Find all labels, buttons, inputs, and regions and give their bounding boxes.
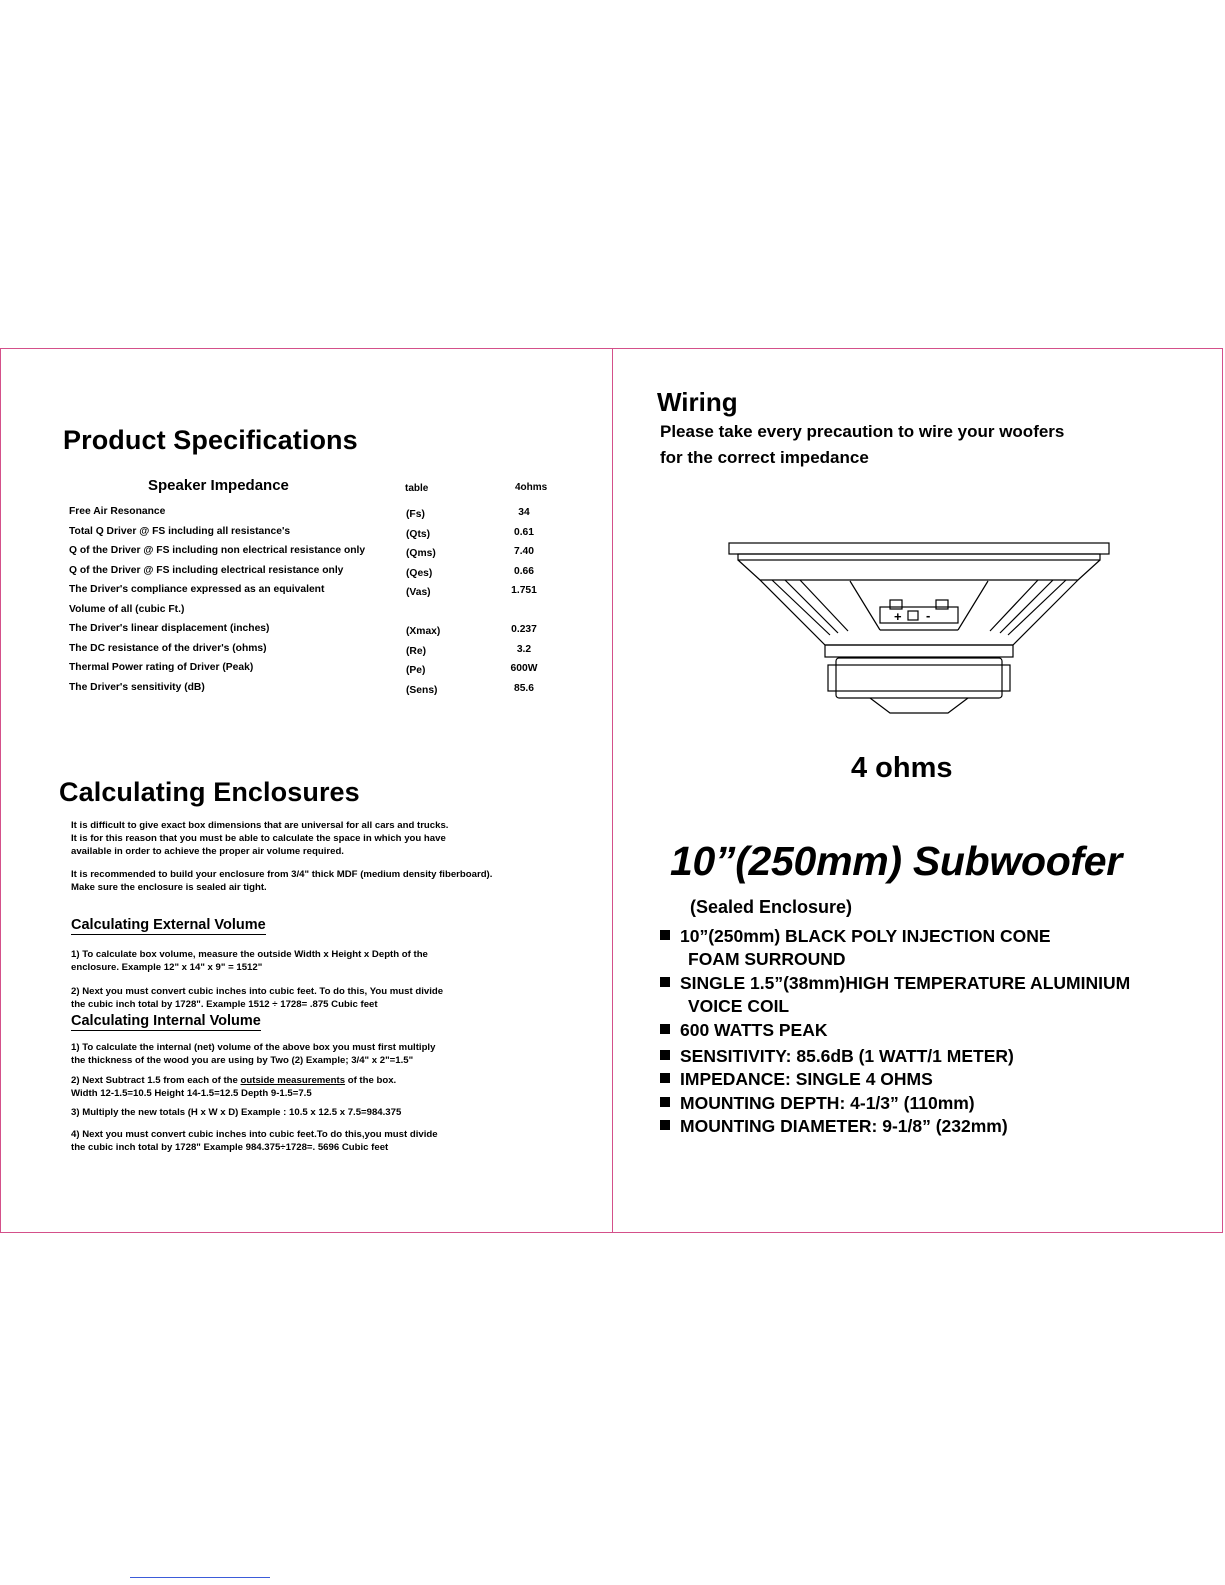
step-line [71,1074,396,1087]
spec-row [69,565,559,584]
spec-row [69,682,559,701]
calculating-enclosures-title: Calculating Enclosures [59,777,360,807]
spec-value: 600W [510,663,538,674]
intro-line: Make sure the enclosure is sealed air tight. [71,882,267,893]
sealed-enclosure-label: (Sealed Enclosure) [690,897,853,917]
feature-text: SENSITIVITY: 85.6dB (1 WATT/1 METER) [680,1046,1014,1066]
feature-text: SINGLE 1.5”(38mm)HIGH TEMPERATURE ALUMINIUM [680,973,1131,993]
table-column-header: table [405,483,429,494]
feature-text: MOUNTING DIAMETER: 9-1/8” (232mm) [680,1116,1008,1136]
wiring-instruction-line: for the correct impedance [660,448,869,467]
spec-row [69,662,559,681]
product-specifications-title: Product Specifications [63,425,358,455]
wiring-instruction-line: Please take every precaution to wire your woofers [660,422,1065,441]
terminal-minus-label: - [926,608,931,623]
feature-item [660,972,1130,1018]
spec-desc: Volume of all (cubic Ft.) [69,604,185,615]
spec-desc: The Driver's sensitivity (dB) [69,682,205,693]
mounting-flange [729,543,1109,554]
wiring-title: Wiring [657,387,738,417]
feature-item [660,1045,1014,1068]
ohms-column-header: 4ohms [515,482,548,493]
intro-line: It is for this reason that you must be able to calculate the space in which you have [71,833,446,844]
internal-step-4 [71,1128,438,1154]
feature-item [660,1092,975,1115]
underlined-text: outside measurements [240,1075,346,1086]
speaker-impedance-label: Speaker Impedance [148,477,289,494]
step-text: 2) Next Subtract 1.5 from each of the [71,1075,241,1086]
magnet [836,658,1002,698]
terminal-plus-label: + [894,609,902,624]
step-line: 1) To calculate box volume, measure the outside Width x Height x Depth of the [71,949,428,960]
spec-desc: Q of the Driver @ FS including non electrical resistance only [69,545,366,556]
spec-symbol: (Fs) [406,509,425,520]
bullet-icon [660,1120,670,1130]
step-line: 1) To calculate the internal (net) volume of the above box you must first multiply [71,1042,436,1053]
step-line: 4) Next you must convert cubic inches into cubic feet.To do this,you must divide [71,1129,438,1140]
feature-text-continued: VOICE COIL [688,996,790,1016]
intro-paragraph [71,819,448,858]
feature-item [660,1019,828,1042]
spec-value: 7.40 [513,546,535,557]
external-step-2 [71,985,443,1011]
step-line: the thickness of the wood you are using by Two (2) Example; 3/4" x 2"=1.5" [71,1055,414,1066]
feature-text: 600 WATTS PEAK [680,1020,828,1040]
impedance-label: 4 ohms [851,752,953,784]
spec-desc: The DC resistance of the driver's (ohms) [69,643,267,654]
step-line: 2) Next you must convert cubic inches into cubic feet. To do this, You must divide [71,986,444,997]
spec-value: 0.237 [511,624,537,635]
spec-row [69,526,559,545]
spec-row [69,643,559,662]
magnet-plate [828,665,1010,691]
spec-symbol: (Xmax) [406,626,441,637]
basket-top [738,560,1100,580]
product-name-title: 10”(250mm) Subwoofer [670,838,1122,884]
recommendation-paragraph [71,868,492,894]
spec-desc: Free Air Resonance [69,506,166,517]
internal-step-2 [71,1074,396,1100]
bullet-icon [660,1024,670,1034]
spec-desc: Q of the Driver @ FS including electrical resistance only [69,565,344,576]
spec-row [69,545,559,564]
spec-symbol: (Vas) [406,587,431,598]
bullet-icon [660,1097,670,1107]
spec-row [69,604,559,623]
spec-desc: The Driver's compliance expressed as an equivalent [69,584,325,595]
internal-step-3: 3) Multiply the new totals (H x W x D) Example : 10.5 x 12.5 x 7.5=984.375 [71,1107,402,1118]
basket-body [760,580,1078,645]
internal-step-1 [71,1041,435,1067]
intro-line: available in order to achieve the proper air volume required. [71,846,344,857]
spec-row [69,506,559,525]
internal-volume-heading: Calculating Internal Volume [71,1013,261,1029]
spec-symbol: (Qts) [406,529,431,540]
spec-row [69,623,559,642]
external-step-1 [71,948,428,974]
intro-line: It is recommended to build your enclosure from 3/4" thick MDF (medium density fiberboard). [71,869,493,880]
spec-value: 0.61 [513,527,535,538]
feature-text: 10”(250mm) BLACK POLY INJECTION CONE [680,926,1051,946]
step-line: Width 12-1.5=10.5 Height 14-1.5=12.5 Depth 9-1.5=7.5 [71,1088,312,1099]
basket-bottom [825,645,1013,657]
subwoofer-side-diagram [720,535,1120,725]
pole-vent [870,698,968,713]
step-line: enclosure. Example 12" x 14" x 9" = 1512" [71,962,263,973]
feature-item [660,1068,933,1091]
bullet-icon [660,1050,670,1060]
feature-text-continued: FOAM SURROUND [688,949,846,969]
step-line: the cubic inch total by 1728" Example 984.375÷1728=. 5696 Cubic feet [71,1142,389,1153]
feature-text: IMPEDANCE: SINGLE 4 OHMS [680,1069,933,1089]
spec-symbol: (Re) [406,646,427,657]
step-text: of the box. [345,1075,397,1086]
spec-value: 85.6 [513,683,535,694]
feature-item [660,925,1051,971]
feature-text: MOUNTING DEPTH: 4-1/3” (110mm) [680,1093,975,1113]
feature-item [660,1115,1008,1138]
spec-value: 0.66 [513,566,535,577]
spec-symbol: (Qms) [406,548,436,559]
bullet-icon [660,977,670,987]
spec-desc: Thermal Power rating of Driver (Peak) [69,662,254,673]
footer-link-underline[interactable] [130,1577,270,1578]
spec-value: 34 [518,507,530,518]
spec-desc: The Driver's linear displacement (inches) [69,623,270,634]
flange-lip [738,554,1100,560]
spec-row [69,584,559,603]
bullet-icon [660,930,670,940]
step-line: the cubic inch total by 1728". Example 1512 ÷ 1728= .875 Cubic feet [71,999,378,1010]
intro-line: It is difficult to give exact box dimensions that are universal for all cars and trucks. [71,820,449,831]
spec-symbol: (Sens) [406,685,438,696]
spec-symbol: (Pe) [406,665,426,676]
bullet-icon [660,1073,670,1083]
spec-symbol: (Qes) [406,568,433,579]
center-divider [612,348,613,1233]
spec-desc: Total Q Driver @ FS including all resistance's [69,526,291,537]
external-volume-heading: Calculating External Volume [71,917,266,933]
spec-value: 1.751 [511,585,537,596]
spec-value: 3.2 [516,644,532,655]
